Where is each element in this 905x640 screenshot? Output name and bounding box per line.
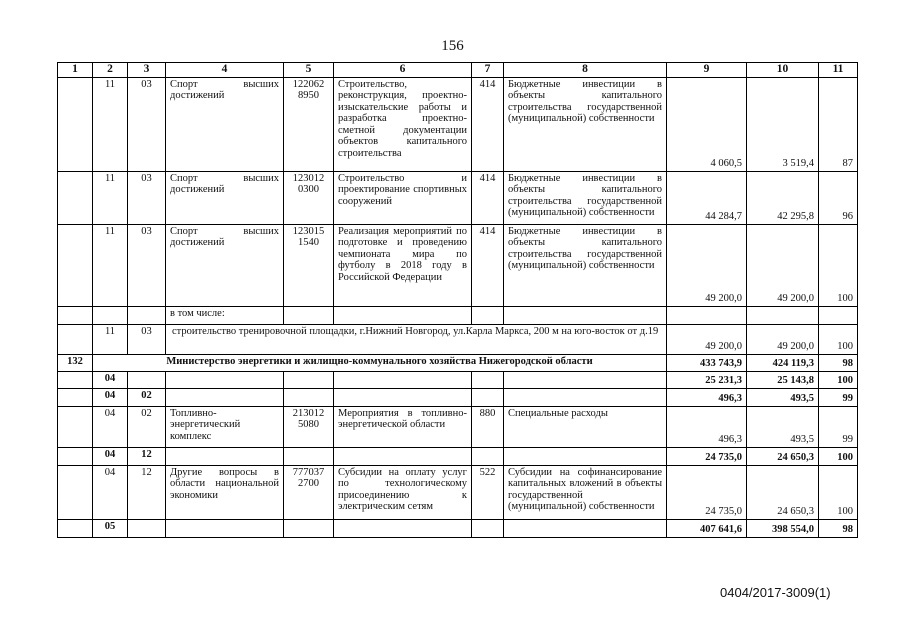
header-cell: 4 [166, 63, 284, 78]
cell-planned: 49 200,0 [667, 324, 747, 354]
cell-expense-name: Бюджетные инвестиции в объекты капитального строительства государственной (муниципальной) собственности [504, 171, 667, 224]
cell-target-code: 777037 2700 [284, 465, 334, 519]
empty-cell [284, 388, 334, 406]
cell-target-code: 122062 8950 [284, 77, 334, 171]
cell-subsection: 12 [128, 447, 166, 465]
cell-section: 11 [93, 77, 128, 171]
cell-expense-type: 880 [472, 406, 504, 447]
empty-cell [128, 306, 166, 324]
cell-percent: 100 [819, 371, 858, 388]
table-row [58, 324, 858, 354]
budget-table [57, 62, 858, 538]
cell-planned: 24 735,0 [667, 465, 747, 519]
empty-cell [747, 306, 819, 324]
empty-cell [58, 306, 93, 324]
empty-cell [472, 388, 504, 406]
cell-target-name: Строительство, реконструкция, проектно-изыскательские работы и разработка проектно-сметной документации объектов капитального строительства [334, 77, 472, 171]
empty-cell [504, 447, 667, 465]
cell-name: Другие вопросы в области национальной экономики [166, 465, 284, 519]
header-cell: 1 [58, 63, 93, 78]
subsection-row [58, 388, 858, 406]
header-cell: 10 [747, 63, 819, 78]
cell-target-code: 213012 5080 [284, 406, 334, 447]
cell-percent: 100 [819, 447, 858, 465]
cell-subsection: 02 [128, 406, 166, 447]
cell-percent: 100 [819, 465, 858, 519]
header-cell: 11 [819, 63, 858, 78]
table-row [58, 171, 858, 224]
cell-name: Спорт высших достижений [166, 77, 284, 171]
empty-cell [504, 519, 667, 537]
cell-col1 [58, 171, 93, 224]
subsection-row [58, 447, 858, 465]
header-row [58, 63, 858, 78]
empty-cell [93, 306, 128, 324]
cell-subsection: 03 [128, 77, 166, 171]
empty-cell [819, 306, 858, 324]
cell-actual: 24 650,3 [747, 465, 819, 519]
empty-cell [472, 371, 504, 388]
empty-cell [284, 447, 334, 465]
cell-subsection: 03 [128, 171, 166, 224]
cell-expense-type: 414 [472, 224, 504, 306]
cell-target-name: Субсидии на оплату услуг по технологическому присоединению к электрическим сетям [334, 465, 472, 519]
cell-expense-name: Бюджетные инвестиции в объекты капитального строительства государственной (муниципальной) собственности [504, 224, 667, 306]
cell-section: 04 [93, 371, 128, 388]
document-code: 0404/2017-3009(1) [720, 585, 831, 600]
empty-cell [166, 371, 284, 388]
cell-subsection: 12 [128, 465, 166, 519]
cell-actual: 493,5 [747, 406, 819, 447]
cell-section: 11 [93, 324, 128, 354]
cell-actual: 493,5 [747, 388, 819, 406]
cell-section: 11 [93, 224, 128, 306]
cell-actual: 49 200,0 [747, 224, 819, 306]
cell-actual: 424 119,3 [747, 354, 819, 371]
cell-name: Спорт высших достижений [166, 224, 284, 306]
section-row [58, 519, 858, 537]
cell-percent: 87 [819, 77, 858, 171]
cell-section: 04 [93, 388, 128, 406]
empty-cell [58, 447, 93, 465]
cell-subsection: 02 [128, 388, 166, 406]
cell-target-code: 123012 0300 [284, 171, 334, 224]
cell-name: Спорт высших достижений [166, 171, 284, 224]
cell-expense-type: 414 [472, 77, 504, 171]
header-cell: 2 [93, 63, 128, 78]
cell-object-description: строительство тренировочной площадки, г.Нижний Новгород, ул.Карла Маркса, 200 м на юго-восток от д.19 [166, 324, 667, 354]
cell-actual: 42 295,8 [747, 171, 819, 224]
empty-cell [334, 371, 472, 388]
cell-percent: 98 [819, 354, 858, 371]
cell-actual: 25 143,8 [747, 371, 819, 388]
cell-actual: 24 650,3 [747, 447, 819, 465]
empty-cell [128, 371, 166, 388]
empty-cell [58, 388, 93, 406]
empty-cell [166, 447, 284, 465]
empty-cell [58, 465, 93, 519]
cell-percent: 100 [819, 224, 858, 306]
cell-subsection: 03 [128, 324, 166, 354]
empty-cell [166, 519, 284, 537]
empty-cell [334, 519, 472, 537]
cell-section: 04 [93, 447, 128, 465]
header-cell: 5 [284, 63, 334, 78]
cell-percent: 98 [819, 519, 858, 537]
header-cell: 3 [128, 63, 166, 78]
empty-cell [284, 519, 334, 537]
cell-ministry-code: 132 [58, 354, 93, 371]
cell-section: 11 [93, 171, 128, 224]
cell-planned: 4 060,5 [667, 77, 747, 171]
cell-expense-name: Специальные расходы [504, 406, 667, 447]
cell-percent: 100 [819, 324, 858, 354]
ministry-row [58, 354, 858, 371]
empty-cell [58, 371, 93, 388]
cell-section: 04 [93, 465, 128, 519]
cell-planned: 44 284,7 [667, 171, 747, 224]
including-label: в том числе: [166, 306, 284, 324]
empty-cell [472, 519, 504, 537]
cell-target-name: Мероприятия в топливно-энергетической области [334, 406, 472, 447]
cell-target-name: Строительство и проектирование спортивных сооружений [334, 171, 472, 224]
empty-cell [667, 306, 747, 324]
cell-planned: 496,3 [667, 388, 747, 406]
cell-percent: 99 [819, 388, 858, 406]
cell-planned: 49 200,0 [667, 224, 747, 306]
cell-planned: 25 231,3 [667, 371, 747, 388]
empty-cell [284, 371, 334, 388]
header-cell: 9 [667, 63, 747, 78]
cell-section: 05 [93, 519, 128, 537]
cell-expense-type: 414 [472, 171, 504, 224]
cell-planned: 496,3 [667, 406, 747, 447]
empty-cell [58, 324, 93, 354]
empty-cell [284, 306, 334, 324]
page-number: 156 [441, 38, 464, 54]
cell-percent: 96 [819, 171, 858, 224]
cell-planned: 433 743,9 [667, 354, 747, 371]
cell-ministry-name: Министерство энергетики и жилищно-коммунального хозяйства Нижегородской области [93, 354, 667, 371]
cell-section: 04 [93, 406, 128, 447]
empty-cell [58, 519, 93, 537]
cell-target-name: Реализация мероприятий по подготовке и проведению чемпионата мира по футболу в 2018 году в Российской Федерации [334, 224, 472, 306]
empty-cell [504, 388, 667, 406]
empty-cell [472, 306, 504, 324]
table-row [58, 224, 858, 306]
cell-name: Топливно-энергетический комплекс [166, 406, 284, 447]
empty-cell [472, 447, 504, 465]
header-cell: 6 [334, 63, 472, 78]
empty-cell [504, 371, 667, 388]
cell-percent: 99 [819, 406, 858, 447]
cell-actual: 49 200,0 [747, 324, 819, 354]
cell-target-code: 123015 1540 [284, 224, 334, 306]
cell-col1 [58, 77, 93, 171]
cell-expense-type: 522 [472, 465, 504, 519]
empty-cell [58, 406, 93, 447]
header-cell: 8 [504, 63, 667, 78]
empty-cell [166, 388, 284, 406]
table-row [58, 465, 858, 519]
including-row [58, 306, 858, 324]
empty-cell [504, 306, 667, 324]
cell-expense-name: Субсидии на софинансирование капитальных вложений в объекты государственной (муниципальной) собственности [504, 465, 667, 519]
table-row [58, 406, 858, 447]
empty-cell [334, 388, 472, 406]
table-row [58, 77, 858, 171]
cell-expense-name: Бюджетные инвестиции в объекты капитального строительства государственной (муниципальной) собственности [504, 77, 667, 171]
section-row [58, 371, 858, 388]
empty-cell [334, 306, 472, 324]
cell-planned: 407 641,6 [667, 519, 747, 537]
cell-actual: 398 554,0 [747, 519, 819, 537]
cell-col1 [58, 224, 93, 306]
cell-actual: 3 519,4 [747, 77, 819, 171]
header-cell: 7 [472, 63, 504, 78]
cell-subsection: 03 [128, 224, 166, 306]
empty-cell [128, 519, 166, 537]
cell-planned: 24 735,0 [667, 447, 747, 465]
empty-cell [334, 447, 472, 465]
